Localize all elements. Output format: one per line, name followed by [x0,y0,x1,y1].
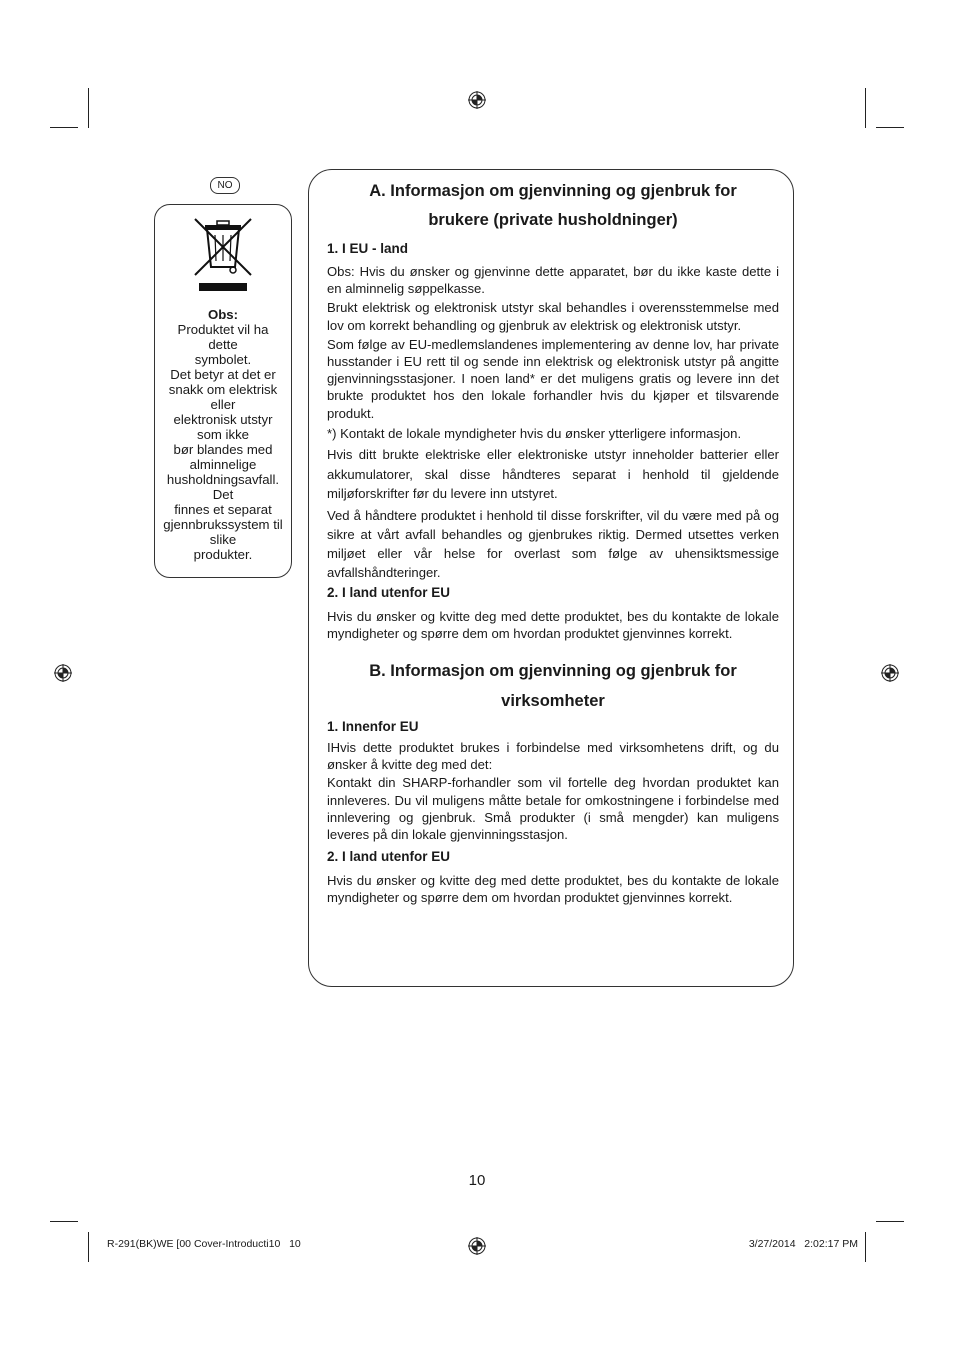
paragraph: Hvis ditt brukte elektriske eller elektroniske utstyr inneholder batterier eller akkumulatorer, skal disse håndteres separat i henhold til gjeldende miljøforskrifter før du levere inn utstyret. [327,447,779,502]
crop-mark [50,127,78,128]
paragraph: Hvis du ønsker og kvitte deg med dette produktet, bes du kontakte de lokale myndigheter og spørre dem om hvordan produktet gjenvinnes korrekt. [327,608,779,641]
section-b-title: B. Informasjon om gjenvinning og gjenbruk for virksomheter [369,661,737,710]
notice-line: gjennbrukssystem til [163,517,283,532]
page-number: 10 [468,1172,486,1189]
paragraph: Som følge av EU-medlemslandenes implementering av denne lov, har private husstander i EU rett til og sende inn elektrisk og elektronisk utstyr på angitte gjenvinningsstasjoner. I noen land* er det muligens gratis og levere inn det brukte produktet hos den lokale forhandler hvis du kjøper et tilsvarende produkt. [327,336,779,421]
notice-line: eller [210,397,236,412]
crop-mark [88,88,89,128]
section-b-sub1-heading: 1. Innenfor EU [327,718,419,734]
notice-line: dette [208,337,238,352]
crop-mark [88,1232,89,1262]
registration-mark-icon [881,664,899,682]
section-a-sub2-heading: 2. I land utenfor EU [327,584,451,600]
registration-mark-icon [468,91,486,109]
paragraph: Obs: Hvis du ønsker og gjenvinne dette apparatet, bør du ikke kaste dette i en alminnelig søppelkasse. [327,264,779,297]
print-slug-timestamp: 3/27/2014 2:02:17 PM [748,1238,858,1250]
notice-line: produkter. [193,547,253,562]
crop-mark [876,1221,904,1222]
weee-notice-box [154,204,292,578]
notice-line: snakk om elektrisk [168,382,278,397]
crop-mark [865,88,866,128]
recycling-info-box [308,169,794,987]
notice-line: Det betyr at det er [170,367,276,382]
paragraph: *) Kontakt de lokale myndigheter hvis du ønsker ytterligere informasjon. [327,425,742,441]
notice-line: slike [209,532,237,547]
notice-line: bør blandes med [173,442,273,457]
section-a-sub1-heading: 1. I EU - land [327,241,409,256]
section-b-sub2-heading: 2. I land utenfor EU [327,849,451,865]
notice-line: symbolet. [194,352,252,367]
notice-line: elektronisk utstyr [173,412,273,427]
section-a-title: A. Informasjon om gjenvinning og gjenbruk for brukere (private husholdninger) [369,182,737,229]
notice-line: finnes et separat [174,502,272,517]
language-badge: NO [210,177,240,194]
crop-mark [876,127,904,128]
crossed-out-wheelie-bin-icon [191,215,255,291]
recycling-info-content [327,170,779,907]
registration-mark-icon [468,1237,486,1255]
print-slug-filename: R-291(BK)WE [00 Cover-Introducti10 10 [107,1238,301,1250]
notice-line: Det [212,487,234,502]
paragraph: IHvis dette produktet brukes i forbindelse med virksomhetens drift, og du ønsker å kvitte deg med det: [327,739,779,773]
notice-line: som ikke [196,427,250,442]
paragraph: Kontakt din SHARP-forhandler som vil fortelle deg hvordan produktet kan innleveres. Du vil muligens måtte betale for omkostningene i forbindelse med innlevering og gjenbruk. Små produkter (i små mengder) kan muligens leveres på din lokale gjenvinningsstasjon. [327,775,779,842]
registration-mark-icon [54,664,72,682]
notice-line: husholdningsavfall. [166,472,280,487]
paragraph: Ved å håndtere produktet i henhold til disse forskrifter, vil du være med på og sikre at vårt avfall behandles og gjenbrukes riktig. Dermed utsettes verken miljøet eller vår helse for overlast som følge av uhensiktsmessige avfallshåndteringer. [327,507,779,580]
paragraph: Brukt elektrisk og elektronisk utstyr skal behandles i overensstemmelse med lov om korrekt behandling og gjenbruk av elektrisk og elektronisk utstyr. [327,300,779,333]
notice-line: alminnelige [189,457,257,472]
notice-line: Produktet vil ha [177,322,269,337]
notice-heading: Obs: [207,307,239,322]
weee-notice-text [159,307,287,562]
crop-mark [865,1232,866,1262]
crop-mark [50,1221,78,1222]
paragraph: Hvis du ønsker og kvitte deg med dette produktet, bes du kontakte de lokale myndigheter og spørre dem om hvordan produktet gjenvinnes korrekt. [327,873,779,906]
